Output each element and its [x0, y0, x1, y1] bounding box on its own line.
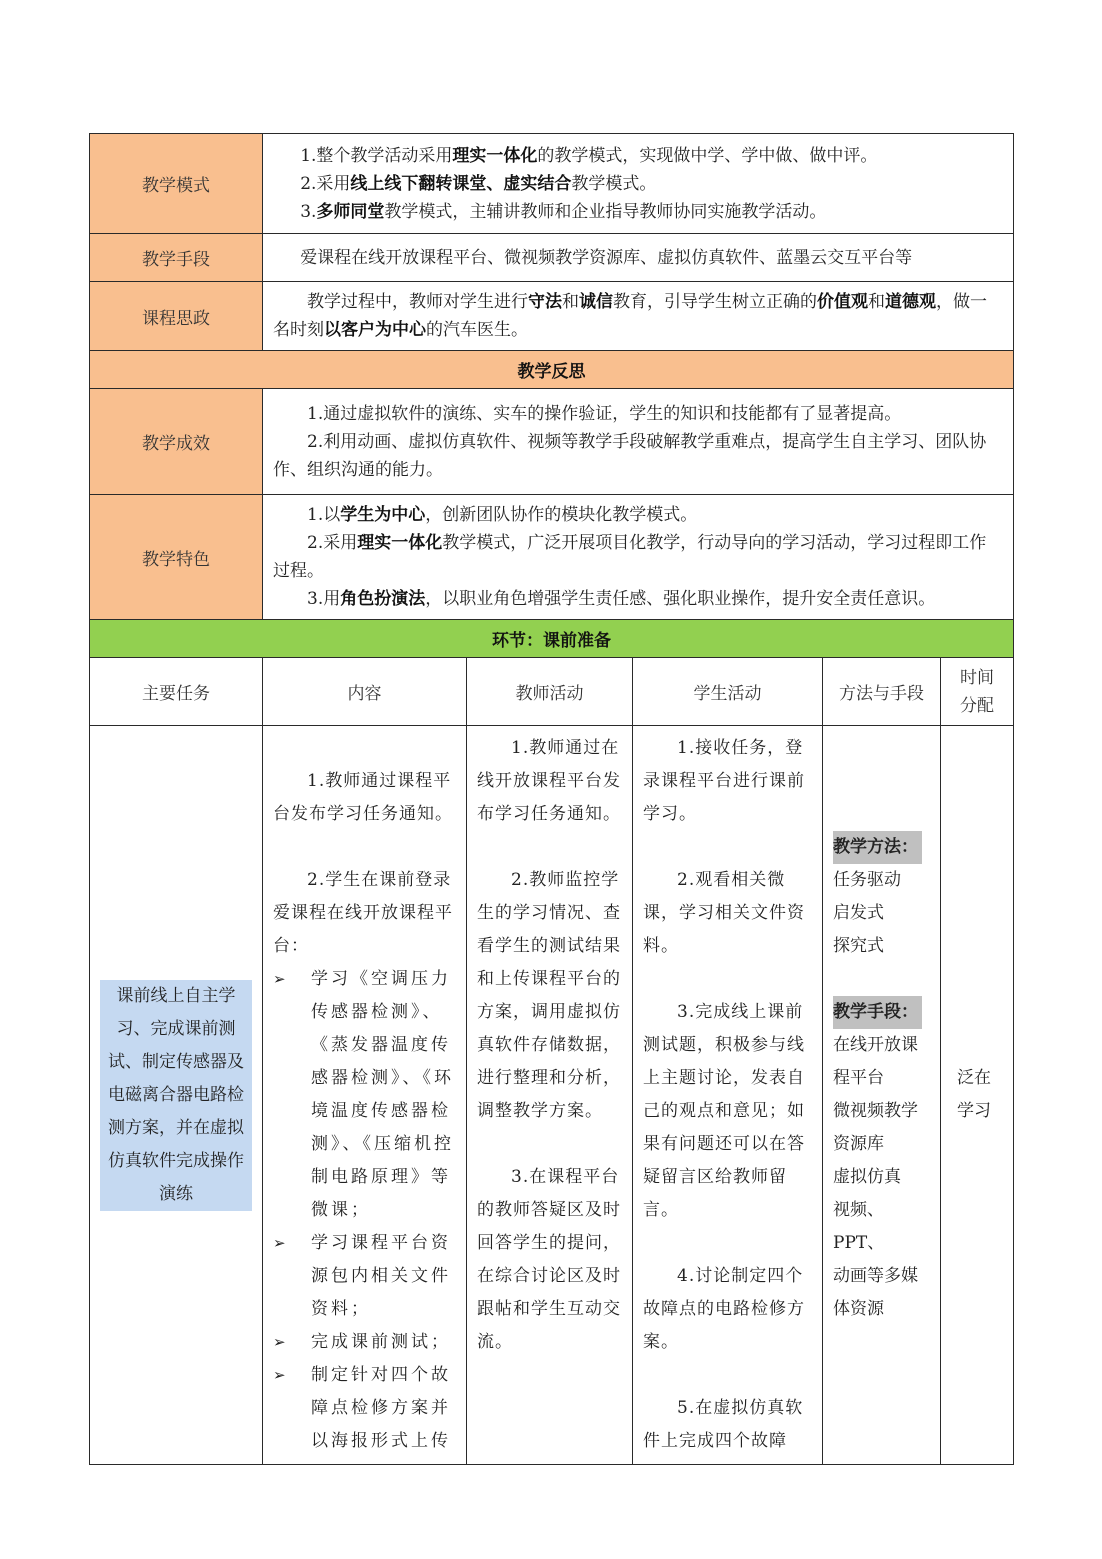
- text-line: [273, 501, 1003, 529]
- bullet-text: 制定针对四个故障点检修方案并以海报形式上传: [311, 1365, 451, 1451]
- text: ，以职业角色增强学生责任感、强化职业操作，提升安全责任意识。: [425, 589, 936, 609]
- row-label: 教学模式: [90, 134, 263, 234]
- stage-header-row: [90, 620, 1014, 658]
- bullet-text: 学习课程平台资源包内相关文件资料；: [311, 1233, 451, 1319]
- row-content: [263, 282, 1014, 351]
- text: 1.通过虚拟软件的演练、实车的操作验证，学生的知识和技能都有了显著提高。: [307, 403, 902, 424]
- text: 3.: [300, 201, 317, 222]
- bold-text: 理实一体化: [452, 145, 538, 166]
- bullet-text: 完成课前测试；: [311, 1332, 451, 1352]
- text-line: [273, 198, 1003, 226]
- content-bullet: [273, 1359, 456, 1458]
- row-content: [263, 389, 1014, 495]
- text-line: [273, 244, 1003, 272]
- arrow-bullet-icon: ➢: [273, 1333, 287, 1351]
- time-line: 泛在: [957, 1068, 991, 1088]
- bold-text: 多师同堂: [316, 201, 385, 222]
- method-item: 探究式: [833, 936, 884, 956]
- header-content: 内容: [263, 658, 467, 726]
- row-ideology: [90, 282, 1014, 351]
- methods-cell: [823, 726, 941, 1465]
- means-line: 体资源: [833, 1299, 884, 1319]
- bold-text: 以客户为中心: [324, 320, 426, 340]
- row-label: 教学特色: [90, 495, 263, 620]
- bold-text: 价值观: [817, 292, 868, 312]
- bold-text: 诚信: [579, 292, 613, 312]
- task-text: 课前线上自主学习、完成课前测试、制定传感器及电磁离合器电路检测方案，并在虚拟仿真软件完成操作演练: [100, 980, 252, 1211]
- row-content: [263, 495, 1014, 620]
- time-line: 学习: [957, 1101, 991, 1121]
- student-item: 3.完成线上课前测试题，积极参与线上主题讨论，发表自己的观点和意见；如果有问题还可以在答疑留言区给教师留言。: [643, 1002, 805, 1220]
- text: 2.利用动画、虚拟仿真软件、视频等教学手段破解教学重难点，提高学生自主学习、团队协作、组织沟通的能力。: [273, 431, 987, 480]
- bold-text: 角色扮演法: [340, 589, 426, 609]
- teacher-item: 2.教师监控学生的学习情况、查看学生的测试结果和上传课程平台的方案，调用虚拟仿真软件存储数据，进行整理和分析，调整教学方案。: [477, 870, 621, 1121]
- student-cell: [633, 726, 823, 1465]
- time-cell: [941, 726, 1014, 1465]
- means-line: 视频、PPT、: [833, 1200, 885, 1253]
- row-label: 课程思政: [90, 282, 263, 351]
- means-line: 程平台: [833, 1068, 884, 1088]
- means-line: 微视频教学: [833, 1101, 918, 1121]
- row-teaching-mode: [90, 134, 1014, 234]
- column-header-row: [90, 658, 1014, 726]
- text: 2.采用: [300, 173, 351, 194]
- teacher-cell: [467, 726, 633, 1465]
- bold-text: 学生为中心: [340, 505, 426, 525]
- text-line: [273, 585, 1003, 613]
- student-item: 5.在虚拟仿真软件上完成四个故障: [643, 1398, 804, 1451]
- text-line: [273, 170, 1003, 198]
- content-paragraph: 1.教师通过课程平台发布学习任务通知。: [273, 771, 453, 824]
- text: ，做一名时刻: [273, 292, 987, 340]
- means-label: 教学手段：: [833, 996, 922, 1029]
- teacher-item: 1.教师通过在线开放课程平台发布学习任务通知。: [477, 738, 621, 824]
- student-item: 4.讨论制定四个故障点的电路检修方案。: [643, 1266, 805, 1352]
- teacher-item: 3.在课程平台的教师答疑区及时回答学生的提问，在综合讨论区及时跟帖和学生互动交流。: [477, 1167, 621, 1352]
- student-item: 1.接收任务，登录课程平台进行课前学习。: [643, 738, 805, 824]
- header-task: 主要任务: [90, 658, 263, 726]
- row-label: 教学成效: [90, 389, 263, 495]
- text: 和: [562, 292, 579, 312]
- means-line: 在线开放课: [833, 1035, 918, 1055]
- text-line: [273, 428, 1003, 484]
- text: 教学模式，主辅讲教师和企业指导教师协同实施教学活动。: [384, 201, 827, 222]
- arrow-bullet-icon: ➢: [273, 1234, 287, 1252]
- header-time-text: 时间分配: [960, 667, 995, 716]
- method-item: 任务驱动: [833, 870, 901, 890]
- student-item: 2.观看相关微课，学习相关文件资料。: [643, 870, 805, 956]
- arrow-bullet-icon: ➢: [273, 1366, 287, 1384]
- row-feature: [90, 495, 1014, 620]
- header-time: [941, 658, 1014, 726]
- bold-text: 道德观: [885, 292, 936, 312]
- content-bullet: [273, 1227, 456, 1326]
- content-paragraph: 2.学生在课前登录爱课程在线开放课程平台：: [273, 870, 453, 956]
- content-bullet-list: [273, 963, 456, 1458]
- bold-text: 线上线下翻转课堂、虚实结合: [350, 173, 572, 194]
- text: 教学过程中，教师对学生进行: [307, 292, 528, 312]
- row-label: 教学手段: [90, 234, 263, 282]
- text: 教学模式。: [571, 173, 657, 194]
- text-line: [273, 400, 1003, 428]
- stage-title: 环节：课前准备: [90, 620, 1014, 658]
- text: 教育，引导学生树立正确的: [613, 292, 817, 312]
- task-cell: [90, 726, 263, 1465]
- content-bullet: [273, 1326, 456, 1359]
- header-teacher: 教师活动: [467, 658, 633, 726]
- text: 爱课程在线开放课程平台、微视频教学资源库、虚拟仿真软件、蓝墨云交互平台等: [300, 247, 913, 268]
- lesson-plan-table: [89, 133, 1014, 1465]
- method-label: 教学方法：: [833, 831, 922, 864]
- content-cell: [263, 726, 467, 1465]
- means-line: 资源库: [833, 1134, 884, 1154]
- activity-row: [90, 726, 1014, 1465]
- text: 3.用: [307, 589, 341, 609]
- row-teaching-means: [90, 234, 1014, 282]
- text: 2.采用: [307, 533, 358, 553]
- text: ，创新团队协作的模块化教学模式。: [425, 505, 698, 525]
- arrow-bullet-icon: ➢: [273, 970, 287, 988]
- means-line: 动画等多媒: [833, 1266, 918, 1286]
- reflection-title: 教学反思: [90, 351, 1014, 389]
- text: 教学模式，广泛开展项目化教学，行动导向的学习活动，学习过程即工作过程。: [273, 533, 987, 581]
- means-line: 虚拟仿真: [833, 1167, 901, 1187]
- header-methods: 方法与手段: [823, 658, 941, 726]
- row-content: [263, 134, 1014, 234]
- row-content: [263, 234, 1014, 282]
- method-item: 启发式: [833, 903, 884, 923]
- text: 1.以: [307, 505, 341, 525]
- bold-text: 守法: [528, 292, 562, 312]
- text-line: [273, 529, 1003, 585]
- text: 的汽车医生。: [426, 320, 528, 340]
- text-line: [273, 288, 1003, 344]
- text: 的教学模式，实现做中学、学中做、做中评。: [537, 145, 878, 166]
- header-student: 学生活动: [633, 658, 823, 726]
- bold-text: 理实一体化: [357, 533, 443, 553]
- text: 1.整个教学活动采用: [300, 145, 453, 166]
- row-effect: [90, 389, 1014, 495]
- text-line: [273, 142, 1003, 170]
- content-bullet: [273, 963, 456, 1227]
- bullet-text: 学习《空调压力传感器检测》、《蒸发器温度传感器检测》、《环境温度传感器检测》、《压缩机控制电路原理》等微课；: [311, 969, 454, 1220]
- text: 和: [868, 292, 885, 312]
- reflection-header-row: [90, 351, 1014, 389]
